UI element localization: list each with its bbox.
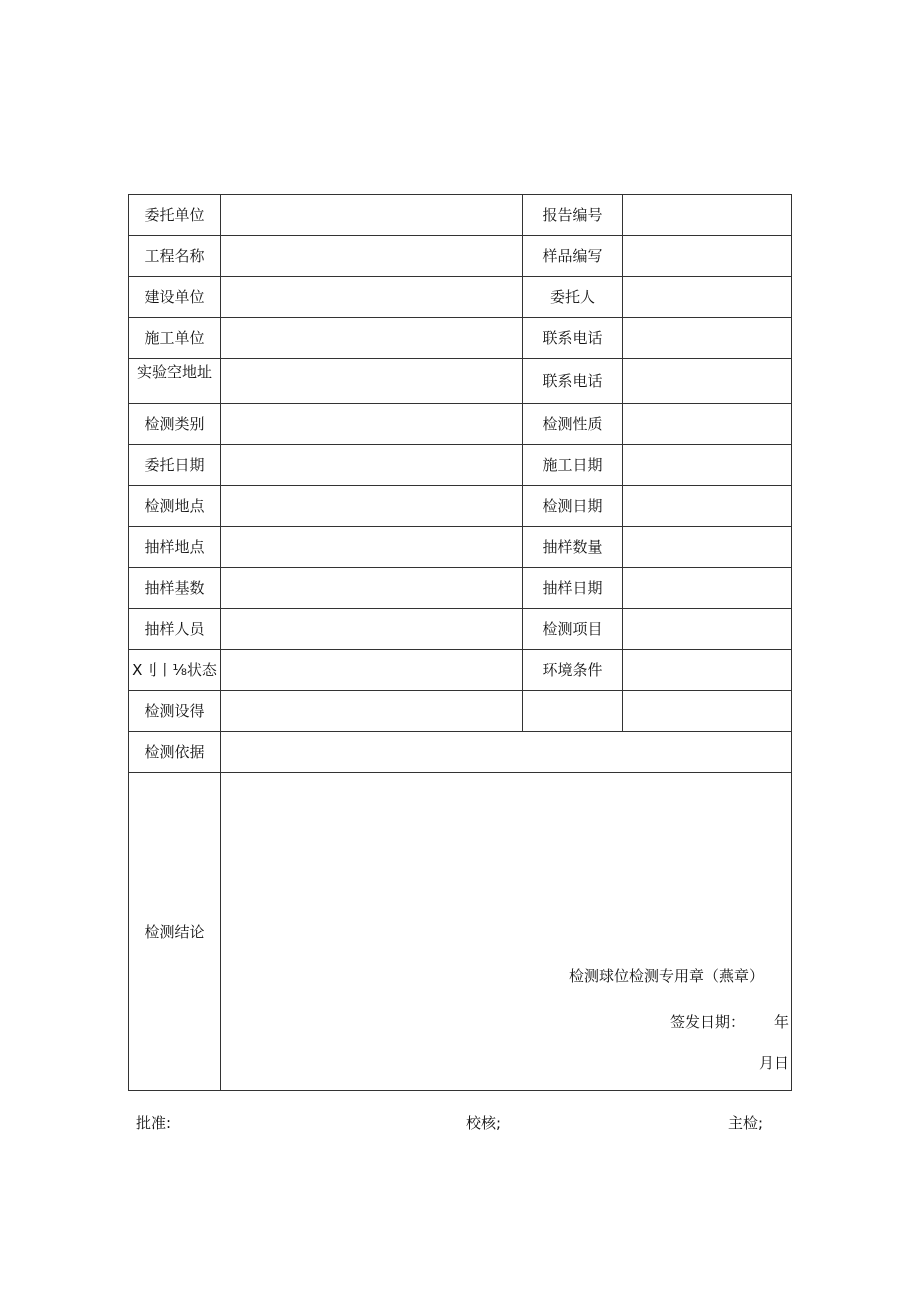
field-value[interactable] xyxy=(221,486,523,527)
field-label: 实验空地址 xyxy=(129,359,221,404)
field-label: 检测项目 xyxy=(523,609,623,650)
field-value[interactable] xyxy=(623,527,792,568)
issue-date-label: 签发日期： xyxy=(670,1013,746,1031)
field-label: 委托人 xyxy=(523,277,623,318)
field-label: 抽样地点 xyxy=(129,527,221,568)
field-label: 联系电话 xyxy=(523,359,623,404)
form-row xyxy=(129,609,792,650)
form-row xyxy=(129,691,792,732)
check-label: 校核; xyxy=(466,1114,502,1132)
field-value[interactable] xyxy=(623,691,792,732)
field-label: 检测类别 xyxy=(129,404,221,445)
field-label: 样品编写 xyxy=(523,236,623,277)
form-row xyxy=(129,359,792,404)
form-row-conclusion xyxy=(129,773,792,1091)
field-value[interactable] xyxy=(221,527,523,568)
field-value[interactable] xyxy=(221,318,523,359)
form-row xyxy=(129,486,792,527)
form-row xyxy=(129,236,792,277)
basis-label: 检测依据 xyxy=(129,732,221,773)
field-label: X刂丨⅛状态 xyxy=(129,650,221,691)
field-value[interactable] xyxy=(623,486,792,527)
field-label: 检测设得 xyxy=(129,691,221,732)
conclusion-area[interactable] xyxy=(221,773,792,1091)
field-label: 抽样基数 xyxy=(129,568,221,609)
form-row-basis xyxy=(129,732,792,773)
issue-month-day: 月日 xyxy=(759,1054,790,1072)
field-label: 委托单位 xyxy=(129,195,221,236)
field-value[interactable] xyxy=(623,195,792,236)
form-row xyxy=(129,404,792,445)
field-label: 委托日期 xyxy=(129,445,221,486)
form-row xyxy=(129,568,792,609)
basis-value[interactable] xyxy=(221,732,792,773)
field-value[interactable] xyxy=(623,445,792,486)
field-label: 检测性质 xyxy=(523,404,623,445)
field-label: 工程名称 xyxy=(129,236,221,277)
field-value[interactable] xyxy=(623,277,792,318)
field-label: 检测地点 xyxy=(129,486,221,527)
form-row xyxy=(129,195,792,236)
field-value[interactable] xyxy=(623,650,792,691)
field-value[interactable] xyxy=(221,359,523,404)
stamp-text: 检测球位检测专用章（燕章） xyxy=(569,967,765,985)
field-value[interactable] xyxy=(221,236,523,277)
form-row xyxy=(129,277,792,318)
field-value[interactable] xyxy=(221,404,523,445)
field-value[interactable] xyxy=(623,609,792,650)
field-value[interactable] xyxy=(221,650,523,691)
field-value[interactable] xyxy=(221,445,523,486)
field-value[interactable] xyxy=(623,568,792,609)
field-value[interactable] xyxy=(623,404,792,445)
field-label: 抽样人员 xyxy=(129,609,221,650)
field-value[interactable] xyxy=(623,236,792,277)
field-label: 抽样数量 xyxy=(523,527,623,568)
field-value[interactable] xyxy=(221,691,523,732)
form-row xyxy=(129,650,792,691)
conclusion-label: 检测结论 xyxy=(129,773,221,1091)
inspector-label: 主检; xyxy=(728,1114,764,1132)
field-label: 施工单位 xyxy=(129,318,221,359)
field-value[interactable] xyxy=(221,277,523,318)
field-label: 抽样日期 xyxy=(523,568,623,609)
field-label: 报告编号 xyxy=(523,195,623,236)
form-row xyxy=(129,527,792,568)
field-value[interactable] xyxy=(221,609,523,650)
field-label: 建设单位 xyxy=(129,277,221,318)
inspection-report-form xyxy=(128,194,792,1091)
field-label: 环境条件 xyxy=(523,650,623,691)
field-label xyxy=(523,691,623,732)
field-label: 联系电话 xyxy=(523,318,623,359)
form-row xyxy=(129,318,792,359)
approve-label: 批准: xyxy=(136,1114,172,1132)
field-value[interactable] xyxy=(221,195,523,236)
field-value[interactable] xyxy=(221,568,523,609)
form-row xyxy=(129,445,792,486)
field-value[interactable] xyxy=(623,359,792,404)
field-label: 检测日期 xyxy=(523,486,623,527)
field-label: 施工日期 xyxy=(523,445,623,486)
field-value[interactable] xyxy=(623,318,792,359)
issue-year: 年 xyxy=(774,1013,790,1031)
